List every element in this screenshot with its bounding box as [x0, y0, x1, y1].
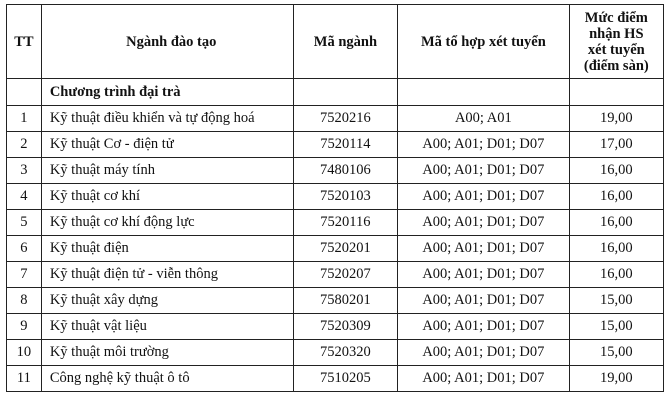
section-title: Chương trình đại trà — [41, 79, 293, 106]
row-major-code: 7520103 — [293, 184, 397, 210]
section-score-cell — [569, 79, 663, 106]
section-combo-cell — [398, 79, 570, 106]
row-minimum-score: 16,00 — [569, 184, 663, 210]
row-tt: 2 — [7, 132, 42, 158]
row-minimum-score: 15,00 — [569, 288, 663, 314]
header-score-line: Mức điểm — [584, 9, 648, 26]
row-minimum-score: 16,00 — [569, 158, 663, 184]
table-row — [7, 132, 664, 158]
row-major-name: Kỹ thuật máy tính — [41, 158, 293, 184]
row-subject-combination: A00; A01; D01; D07 — [398, 158, 570, 184]
row-minimum-score: 17,00 — [569, 132, 663, 158]
row-tt: 11 — [7, 366, 42, 392]
table-row — [7, 262, 664, 288]
row-major-code: 7520116 — [293, 210, 397, 236]
section-tt-cell — [7, 79, 42, 106]
table-header — [7, 5, 664, 79]
row-tt: 8 — [7, 288, 42, 314]
row-major-name: Kỹ thuật điều khiển và tự động hoá — [41, 106, 293, 132]
row-subject-combination: A00; A01; D01; D07 — [398, 210, 570, 236]
row-major-code: 7520309 — [293, 314, 397, 340]
row-tt: 1 — [7, 106, 42, 132]
row-major-name: Kỹ thuật cơ khí động lực — [41, 210, 293, 236]
table-row — [7, 366, 664, 392]
row-minimum-score: 15,00 — [569, 340, 663, 366]
table-body — [7, 79, 664, 392]
row-major-name: Kỹ thuật vật liệu — [41, 314, 293, 340]
row-tt: 6 — [7, 236, 42, 262]
row-minimum-score: 16,00 — [569, 236, 663, 262]
header-score-line: nhận HS — [589, 25, 644, 42]
row-minimum-score: 19,00 — [569, 106, 663, 132]
row-subject-combination: A00; A01; D01; D07 — [398, 314, 570, 340]
header-score-line: xét tuyển — [587, 41, 645, 58]
header-score-line: (điểm sàn) — [583, 57, 649, 74]
row-major-name: Kỹ thuật Cơ - điện tử — [41, 132, 293, 158]
row-minimum-score: 19,00 — [569, 366, 663, 392]
row-subject-combination: A00; A01; D01; D07 — [398, 132, 570, 158]
header-major-name: Ngành đào tạo — [41, 5, 293, 79]
header-row — [7, 5, 664, 79]
section-code-cell — [293, 79, 397, 106]
row-tt: 5 — [7, 210, 42, 236]
header-minimum-score — [569, 5, 663, 79]
row-minimum-score: 16,00 — [569, 262, 663, 288]
row-major-code: 7520207 — [293, 262, 397, 288]
table-row — [7, 106, 664, 132]
admission-table-container — [6, 4, 664, 392]
table-row — [7, 158, 664, 184]
row-subject-combination: A00; A01 — [398, 106, 570, 132]
row-major-name: Công nghệ kỹ thuật ô tô — [41, 366, 293, 392]
admission-score-table — [6, 4, 664, 392]
row-minimum-score: 15,00 — [569, 314, 663, 340]
row-subject-combination: A00; A01; D01; D07 — [398, 288, 570, 314]
row-major-name: Kỹ thuật điện — [41, 236, 293, 262]
header-subject-combination: Mã tổ hợp xét tuyển — [398, 5, 570, 79]
row-major-name: Kỹ thuật điện tử - viễn thông — [41, 262, 293, 288]
header-major-code: Mã ngành — [293, 5, 397, 79]
row-tt: 4 — [7, 184, 42, 210]
row-tt: 3 — [7, 158, 42, 184]
row-major-code: 7480106 — [293, 158, 397, 184]
row-major-code: 7580201 — [293, 288, 397, 314]
header-tt: TT — [7, 5, 42, 79]
row-subject-combination: A00; A01; D01; D07 — [398, 340, 570, 366]
table-row — [7, 288, 664, 314]
table-row — [7, 210, 664, 236]
row-major-name: Kỹ thuật xây dựng — [41, 288, 293, 314]
row-major-name: Kỹ thuật môi trường — [41, 340, 293, 366]
row-major-code: 7520114 — [293, 132, 397, 158]
table-row — [7, 314, 664, 340]
row-tt: 10 — [7, 340, 42, 366]
row-major-code: 7510205 — [293, 366, 397, 392]
table-row — [7, 236, 664, 262]
row-subject-combination: A00; A01; D01; D07 — [398, 184, 570, 210]
row-major-code: 7520201 — [293, 236, 397, 262]
row-subject-combination: A00; A01; D01; D07 — [398, 236, 570, 262]
row-major-code: 7520320 — [293, 340, 397, 366]
table-row — [7, 184, 664, 210]
row-subject-combination: A00; A01; D01; D07 — [398, 262, 570, 288]
row-subject-combination: A00; A01; D01; D07 — [398, 366, 570, 392]
row-major-name: Kỹ thuật cơ khí — [41, 184, 293, 210]
row-minimum-score: 16,00 — [569, 210, 663, 236]
section-row — [7, 79, 664, 106]
row-tt: 9 — [7, 314, 42, 340]
row-major-code: 7520216 — [293, 106, 397, 132]
table-row — [7, 340, 664, 366]
row-tt: 7 — [7, 262, 42, 288]
